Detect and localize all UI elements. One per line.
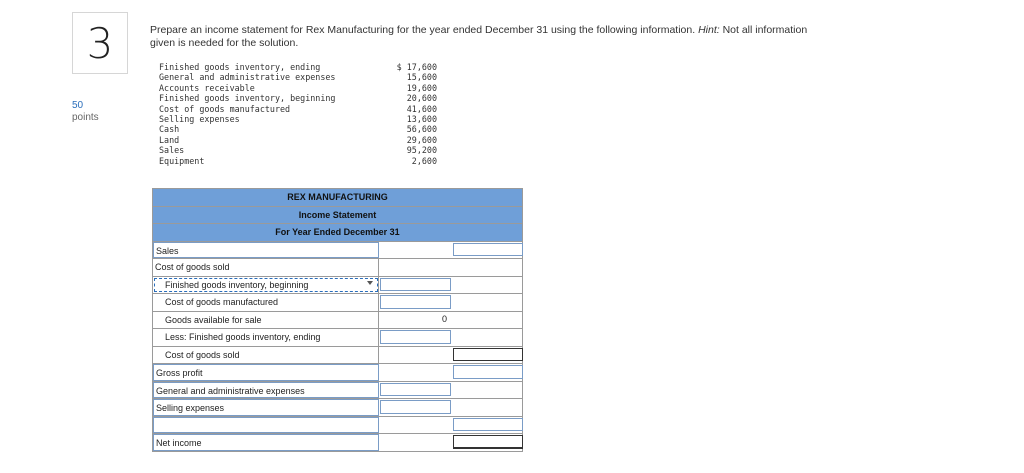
row-label-dropdown[interactable] xyxy=(153,417,379,434)
statement-period: For Year Ended December 31 xyxy=(153,224,522,242)
given-row xyxy=(159,124,437,134)
hint-label: Hint: xyxy=(698,24,720,36)
given-value: 2,600 xyxy=(411,155,437,166)
given-label: Equipment xyxy=(159,155,205,166)
given-value: 13,600 xyxy=(406,113,437,124)
amount-input[interactable] xyxy=(453,418,523,432)
given-label: General and administrative expenses xyxy=(159,72,336,83)
row-label: Cost of goods sold xyxy=(153,347,379,364)
statement-row xyxy=(153,329,522,347)
given-row xyxy=(159,114,437,124)
amount-input[interactable] xyxy=(453,435,523,449)
given-row xyxy=(159,135,437,145)
row-label-dropdown[interactable]: Sales xyxy=(153,242,379,259)
statement-row xyxy=(153,242,522,260)
row-label: Goods available for sale xyxy=(153,312,379,329)
row-label-dropdown[interactable]: Selling expenses xyxy=(153,399,379,416)
given-label: Accounts receivable xyxy=(159,82,255,93)
given-row xyxy=(159,83,437,93)
amount-input[interactable] xyxy=(380,295,451,309)
statement-row xyxy=(153,434,522,452)
row-label: Cost of goods sold xyxy=(153,259,379,276)
statement-row xyxy=(153,312,522,330)
statement-row xyxy=(153,399,522,417)
row-label-dropdown[interactable]: Cost of goods manufactured xyxy=(153,294,379,311)
given-label: Cost of goods manufactured xyxy=(159,103,291,114)
row-label-dropdown[interactable]: Gross profit xyxy=(153,364,379,381)
statement-row xyxy=(153,382,522,400)
points-info xyxy=(72,100,99,124)
given-value: 56,600 xyxy=(406,124,437,135)
statement-row xyxy=(153,259,522,277)
amount-input[interactable] xyxy=(380,383,451,397)
given-row xyxy=(159,62,437,72)
given-value: 95,200 xyxy=(406,145,437,156)
given-value: 29,600 xyxy=(406,134,437,145)
statement-row xyxy=(153,417,522,435)
given-label: Cash xyxy=(159,124,180,135)
question-number: 3 xyxy=(86,18,114,68)
given-value: 20,600 xyxy=(406,93,437,104)
computed-amount: 0 xyxy=(441,313,447,324)
amount-input[interactable] xyxy=(380,400,451,414)
amount-input[interactable] xyxy=(380,278,451,292)
prompt-text: Prepare an income statement for Rex Manufacturing for the year ended December 31 using the following information. xyxy=(150,24,696,36)
statement-row xyxy=(153,294,522,312)
amount-input[interactable] xyxy=(380,330,451,344)
statement-row xyxy=(153,364,522,382)
row-label-dropdown[interactable]: Net income xyxy=(153,434,379,451)
points-value: 50 xyxy=(72,100,84,111)
question-prompt xyxy=(150,24,810,50)
statement-row xyxy=(153,277,522,295)
given-data-table xyxy=(159,62,437,166)
amount-input[interactable] xyxy=(453,348,523,362)
given-value: 15,600 xyxy=(406,72,437,83)
row-label-dropdown[interactable]: Finished goods inventory, beginning xyxy=(153,277,379,294)
hint-text: Not all information given is needed for the solution. xyxy=(150,24,808,49)
given-value: 41,600 xyxy=(406,103,437,114)
given-label: Selling expenses xyxy=(159,113,240,124)
amount-input[interactable] xyxy=(453,365,523,379)
points-label: points xyxy=(72,112,99,123)
row-label-dropdown[interactable]: Less: Finished goods inventory, ending xyxy=(153,329,379,346)
given-row xyxy=(159,93,437,103)
statement-company: REX MANUFACTURING xyxy=(153,189,522,207)
given-label: Land xyxy=(159,134,180,145)
given-label: Finished goods inventory, ending xyxy=(159,62,321,72)
given-row xyxy=(159,104,437,114)
income-statement-form xyxy=(152,188,523,452)
given-row xyxy=(159,145,437,155)
given-row xyxy=(159,156,437,166)
given-value: $ 17,600 xyxy=(396,62,437,72)
amount-input[interactable] xyxy=(453,243,523,257)
statement-row xyxy=(153,347,522,365)
given-row xyxy=(159,72,437,82)
given-value: 19,600 xyxy=(406,82,437,93)
row-label-dropdown[interactable]: General and administrative expenses xyxy=(153,382,379,399)
chevron-down-icon[interactable] xyxy=(367,281,373,285)
given-label: Finished goods inventory, beginning xyxy=(159,93,336,104)
statement-title: Income Statement xyxy=(153,207,522,225)
given-label: Sales xyxy=(159,145,185,156)
question-number-box xyxy=(72,12,128,74)
